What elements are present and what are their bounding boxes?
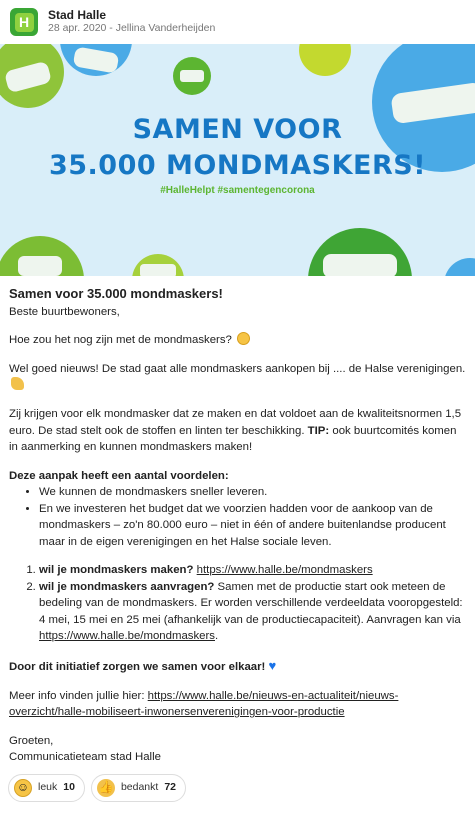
closing-text: Groeten, <box>9 734 54 747</box>
advantages-list <box>9 484 466 550</box>
post-body <box>0 276 475 766</box>
blue-heart-icon: ♥ <box>268 657 277 673</box>
reaction-label: leuk <box>38 781 58 794</box>
post-banner-image[interactable] <box>0 44 475 276</box>
tip-text: ook buurtcomités komen in aanmerking en kunnen mondmaskers maken! <box>9 424 457 454</box>
post-title: Samen voor 35.000 mondmaskers! <box>9 286 223 301</box>
news-text: Wel goed nieuws! De stad gaat alle mondmaskers aankopen bij .... de Halse verenigingen. <box>9 362 466 375</box>
together-text: Door dit initiatief zorgen we samen voor elkaar! <box>9 660 266 673</box>
mondmaskers-link[interactable]: https://www.halle.be/mondmaskers <box>196 564 373 577</box>
post-meta: 28 apr. 2020 - Jellina Vanderheijden <box>48 22 216 35</box>
list-item: • We kunnen de mondmaskers sneller leveren. <box>39 484 466 501</box>
avatar[interactable] <box>10 8 38 36</box>
signature: Communicatieteam stad Halle <box>9 751 161 764</box>
grimace-emoji-icon <box>237 332 250 345</box>
flexed-biceps-emoji-icon <box>11 377 24 390</box>
author-name[interactable]: Stad Halle <box>48 7 107 22</box>
more-info-link[interactable]: https://www.halle.be/nieuws-en-actualiteit/nieuws-overzicht/halle-mobiliseert-inwonersenverenigingen-voor-productie <box>9 689 399 719</box>
thumbs-up-icon: 👍 <box>97 779 115 797</box>
steps-list <box>9 562 466 645</box>
banner-title-line1: SAMEN VOOR <box>132 114 343 145</box>
question-text: Hoe zou het nog zijn met de mondmaskers? <box>9 334 232 347</box>
tip-label: TIP: <box>307 424 330 437</box>
greeting: Beste buurtbewoners, <box>9 305 120 318</box>
list-item: 2. wil je mondmaskers aanvragen? Samen met de productie start ook meteen de bedeling van de mondmaskers. Er worden verschillende verdeeldata vooropgesteld: 4 mei, 15 mei en 25 mei (afhankelijk van de productiecapaciteit). Aanvragen kan via https://www.halle.be/mondmaskers. <box>39 579 466 645</box>
payment-text: Zij krijgen voor elk mondmasker dat ze maken en dat voldoet aan de kwaliteitsnormen 1,5 euro. De stad stelt ook de stoffen en linten ter beschikking. <box>9 408 462 437</box>
banner-hashtags: #HalleHelpt #samentegencorona <box>160 185 315 196</box>
reactions-bar <box>0 768 475 808</box>
list-item: • En we investeren het budget dat we voorzien hadden voor de aankoop van de mondmaskers – zo'n 80.000 euro – niet in één of andere buitenlandse producent maar in de eigen verenigingen en het Halse sociale leven. <box>39 501 466 551</box>
step2-label: wil je mondmaskers aanvragen? <box>39 580 215 593</box>
banner-title-line2: 35.000 MONDMASKERS! <box>48 150 427 181</box>
reaction-bedankt-button[interactable] <box>91 774 186 802</box>
advantages-heading: Deze aanpak heeft een aantal voordelen: <box>9 469 229 482</box>
reaction-count: 10 <box>63 781 75 794</box>
halle-logo-icon: H <box>15 13 34 32</box>
mondmaskers-link[interactable]: https://www.halle.be/mondmaskers <box>39 630 215 643</box>
reaction-label: bedankt <box>120 781 159 794</box>
step1-label: wil je mondmaskers maken? <box>39 564 194 577</box>
more-info-text: Meer info vinden jullie hier: <box>9 689 145 702</box>
reaction-count: 72 <box>164 781 177 794</box>
reaction-leuk-button[interactable] <box>8 774 85 802</box>
smiley-icon: ☺ <box>14 779 32 797</box>
post-header <box>0 0 475 44</box>
step2-text: Samen met de productie start ook meteen de bedeling van de mondmaskers. Er worden verschillende verdeeldata vooropgesteld: 4 mei, 15 mei en 25 mei (afhankelijk van de productiecapaciteit). Aanvragen kan via <box>39 580 463 626</box>
list-item <box>39 562 466 579</box>
